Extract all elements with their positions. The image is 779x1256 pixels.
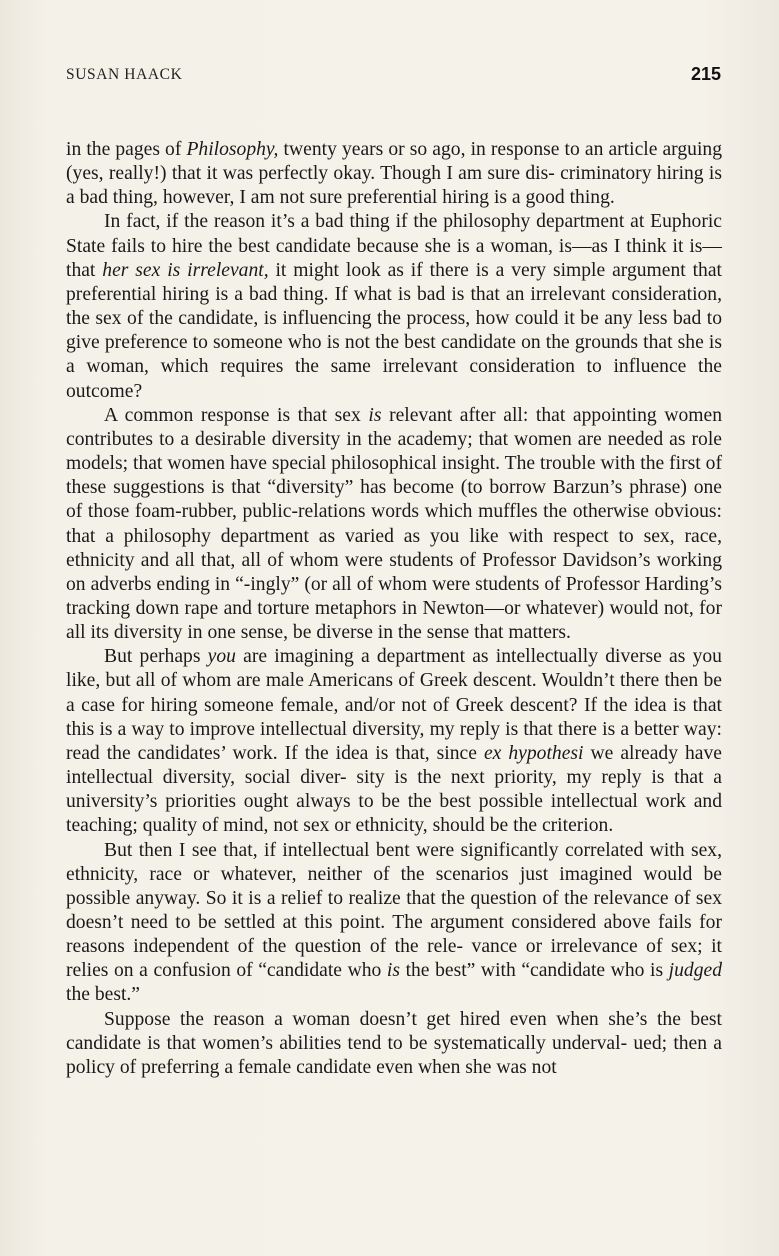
page-number: 215: [690, 64, 721, 84]
body-text: [66, 138, 722, 1080]
text-run: But then I see that, if intellectual bent were significantly correlated with sex, ethnicity, race or whatever, neither of the scenarios just imagined would be possible anyway. So it is a relief to realize that the question of the relevance of sex doesn’t need to be settled at this point. The argument considered above fails for reasons independent of the question of the rele- vance or irrelevance of sex; it relies on a confusion of “candidate who: [66, 839, 722, 982]
paragraph: [66, 210, 722, 403]
text-run: Suppose the reason a woman doesn’t get hired even when she’s the best candidate is that women’s abilities tend to be systematically underval- ued; then a policy of preferring a female candidate even when she was not: [66, 1008, 722, 1078]
text-run: relevant after all: that appointing women contributes to a desirable diversity in the academy; that women are needed as role models; that women have special philosophical insight. The trouble with the first of these suggestions is that “diversity” has become (to borrow Barzun’s phrase) one of those foam-rubber, public-relations words which muffles the otherwise obvious: that a philosophy department as varied as you like with respect to sex, race, ethnicity and all that, all of whom were students of Professor Davidson’s working on adverbs ending in “-ingly” (or all of whom were students of Professor Harding’s tracking down rape and torture metaphors in Newton—or whatever) would not, for all its diversity in one sense, be diverse in the sense that matters.: [66, 404, 722, 644]
italic-text: judged: [668, 960, 722, 982]
text-run: A common response is that sex: [104, 404, 369, 426]
paragraph: [66, 1008, 722, 1080]
italic-text: her sex is irrelevant,: [102, 259, 269, 281]
italic-text: you: [207, 646, 236, 668]
text-run: the best.”: [66, 984, 140, 1006]
text-run: the best” with “candidate who is: [399, 960, 669, 982]
page-header: [66, 66, 721, 90]
italic-text: is: [386, 960, 400, 982]
paragraph: [66, 645, 722, 838]
paragraph: [66, 839, 722, 1008]
text-run: twenty years or so ago, in response to an article arguing (yes, really!) that it was perfectly okay. Though I am sure dis- criminatory hiring is a bad thing, however, I am not sure preferential hiring is a good thing.: [66, 139, 722, 209]
paragraph: [66, 138, 722, 210]
text-run: are imagining a department as intellectually diverse as you like, but all of whom are male Americans of Greek descent. Wouldn’t there then be a case for hiring someone female, and/or not of Greek descent? If the idea is that this is a way to improve intellectual diversity, my reply is that there is a better way: read the candidates’ work. If the idea is that, since: [66, 646, 722, 764]
italic-text: Philosophy,: [186, 139, 279, 160]
text-run: But perhaps: [104, 646, 208, 668]
running-head: SUSAN HAACK: [66, 66, 183, 83]
text-run: in the pages of: [66, 139, 187, 160]
text-run: In fact, if the reason it’s a bad thing if the philosophy department at Euphoric State fails to hire the best candidate because she is a woman, is—as I think it is—that: [66, 211, 722, 281]
text-run: we already have intellectual diversity, social diver- sity is the next priority, my reply is that a university’s priorities ought always to be the best possible intellectual work and teaching; quality of mind, not sex or ethnicity, should be the criterion.: [66, 742, 722, 837]
text-run: it might look as if there is a very simple argument that preferential hiring is a bad thing. If what is bad is that an irrelevant consideration, the sex of the candidate, is influencing the process, how could it be any less bad to give preference to someone who is not the best candidate on the grounds that she is a woman, which requires the same irrelevant consideration to influence the outcome?: [66, 259, 722, 402]
italic-text: ex hypothesi: [483, 742, 584, 764]
paragraph: [66, 404, 722, 646]
italic-text: is: [368, 404, 382, 426]
